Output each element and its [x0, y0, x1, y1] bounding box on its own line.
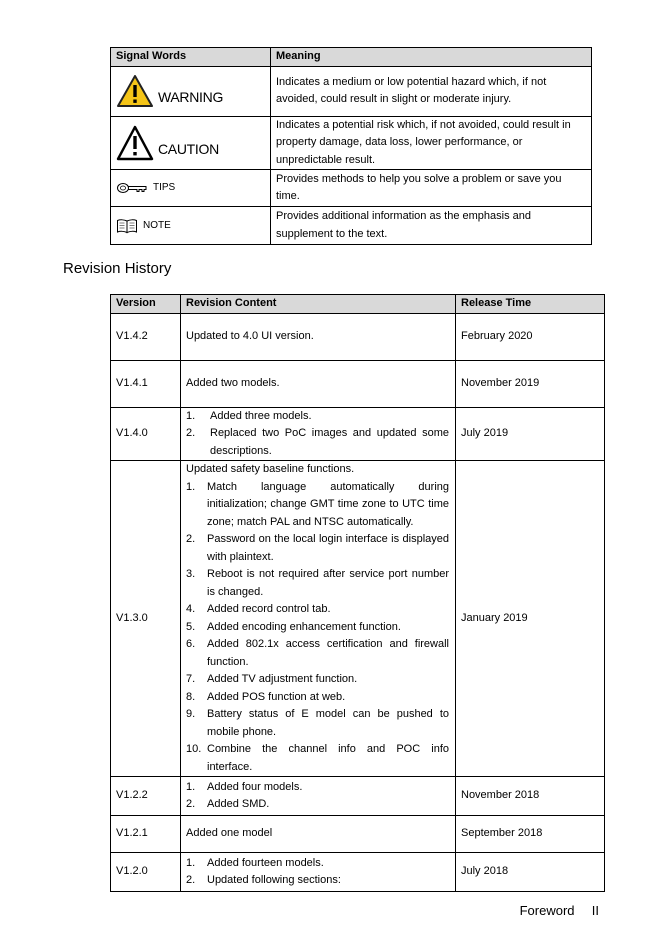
- revision-item-list: [186, 855, 449, 890]
- signal-row-note: [111, 207, 592, 245]
- list-item: 1. Added fourteen models.: [186, 856, 324, 869]
- list-item: 4. Added record control tab.: [186, 603, 331, 615]
- header-signal-words: Signal Words: [111, 48, 271, 67]
- revision-item-list: [186, 479, 449, 777]
- list-item: 1. Added three models.: [186, 409, 312, 422]
- revision-time: July 2018: [456, 853, 605, 892]
- list-item: 9. Battery status of E model can be pushed to mobile phone.: [186, 708, 449, 738]
- footer-section: Foreword: [519, 903, 575, 918]
- revision-time: February 2020: [456, 313, 605, 360]
- revision-row: [111, 407, 605, 461]
- revision-time: July 2019: [456, 407, 605, 461]
- header-release-time: Release Time: [456, 295, 605, 314]
- signal-row-tips: [111, 170, 592, 207]
- revision-version: V1.4.1: [111, 360, 181, 407]
- revision-content: Updated to 4.0 UI version.: [181, 313, 456, 360]
- book-icon: [116, 218, 138, 234]
- revision-row: [111, 360, 605, 407]
- signal-meaning-warning: Indicates a medium or low potential hazard which, if not avoided, could result in slight or moderate injury.: [271, 66, 592, 116]
- signal-row-warning: [111, 66, 592, 116]
- revision-item-list: [186, 779, 449, 814]
- revision-time: November 2018: [456, 777, 605, 816]
- signal-table-header: [111, 48, 592, 67]
- list-item: 3. Reboot is not required after service port number is changed.: [186, 568, 449, 598]
- revision-row: [111, 777, 605, 816]
- list-item: 2. Replaced two PoC images and updated some descriptions.: [186, 427, 449, 457]
- key-icon: [116, 181, 148, 195]
- list-item: 1. Match language automatically during initialization; change GMT time zone to UTC time zone; match PAL and NTSC automatically.: [186, 480, 449, 528]
- header-version: Version: [111, 295, 181, 314]
- list-item: 2. Updated following sections:: [186, 874, 341, 886]
- signal-word-warning: WARNING: [158, 88, 224, 105]
- revision-item-list: [186, 408, 449, 461]
- revision-version: V1.2.1: [111, 816, 181, 853]
- list-item: 8. Added POS function at web.: [186, 690, 346, 703]
- list-item: 1. Added four models.: [186, 780, 303, 793]
- caution-triangle-icon: [116, 125, 154, 161]
- revision-version: V1.4.2: [111, 313, 181, 360]
- header-meaning: Meaning: [271, 48, 592, 67]
- revision-content: Added one model: [181, 816, 456, 853]
- signal-meaning-note: Provides additional information as the emphasis and supplement to the text.: [271, 207, 592, 245]
- revision-version: V1.4.0: [111, 407, 181, 461]
- header-revision-content: Revision Content: [181, 295, 456, 314]
- page-number: II: [591, 903, 599, 918]
- signal-row-caution: [111, 116, 592, 170]
- list-item: 10. Combine the channel info and POC info interface.: [186, 743, 449, 773]
- signal-word-tips: TIPS: [153, 182, 176, 194]
- signal-word-caution: CAUTION: [158, 141, 219, 158]
- revision-row: [111, 461, 605, 777]
- signal-meaning-caution: Indicates a potential risk which, if not avoided, could result in property damage, data loss, lower performance, or unpredictable result.: [271, 116, 592, 170]
- revision-row: [111, 853, 605, 892]
- list-item: 2. Password on the local login interface is displayed with plaintext.: [186, 533, 449, 563]
- list-item: 2. Added SMD.: [186, 798, 270, 810]
- list-item: 6. Added 802.1x access certification and firewall function.: [186, 638, 449, 668]
- revision-content: Added two models.: [181, 360, 456, 407]
- revision-version: V1.2.0: [111, 853, 181, 892]
- signal-meaning-tips: Provides methods to help you solve a problem or save you time.: [271, 170, 592, 207]
- revision-time: November 2019: [456, 360, 605, 407]
- revision-version: V1.3.0: [111, 461, 181, 777]
- signal-word-note: NOTE: [143, 219, 171, 231]
- revision-history-title: Revision History: [63, 260, 172, 277]
- revision-version: V1.2.2: [111, 777, 181, 816]
- warning-triangle-icon: [116, 74, 154, 108]
- list-item: 5. Added encoding enhancement function.: [186, 620, 401, 633]
- revision-content: Updated safety baseline functions.: [186, 463, 355, 475]
- revision-table-header: [111, 295, 605, 314]
- revision-row: [111, 313, 605, 360]
- page-footer: [520, 903, 599, 918]
- revision-time: September 2018: [456, 816, 605, 853]
- list-item: 7. Added TV adjustment function.: [186, 673, 358, 685]
- revision-time: January 2019: [456, 461, 605, 777]
- signal-words-table: [110, 47, 592, 245]
- revision-row: [111, 816, 605, 853]
- revision-history-table: [110, 294, 605, 892]
